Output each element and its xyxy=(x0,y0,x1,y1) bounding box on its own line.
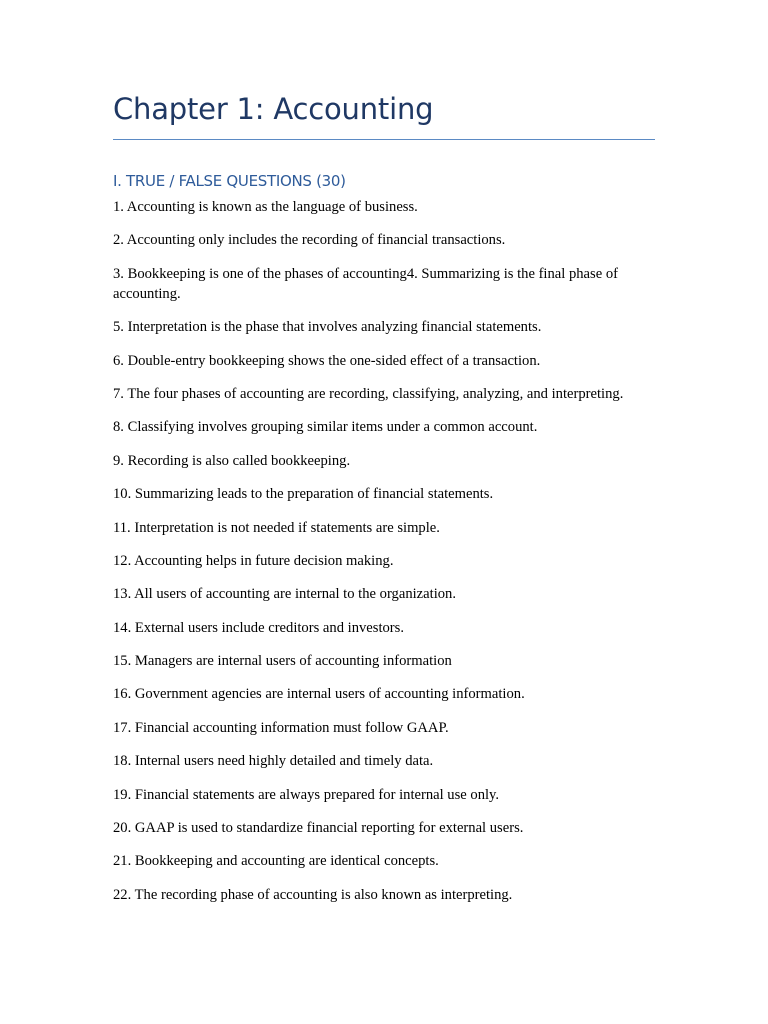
question-item: 10. Summarizing leads to the preparation of financial statements. xyxy=(113,486,494,503)
question-item: 6. Double-entry bookkeeping shows the one-sided effect of a transaction. xyxy=(113,352,541,369)
question-item: 19. Financial statements are always prepared for internal use only. xyxy=(113,786,500,803)
question-item: 13. All users of accounting are internal to the organization. xyxy=(113,586,456,603)
question-item: 12. Accounting helps in future decision making. xyxy=(113,552,394,569)
question-item: 21. Bookkeeping and accounting are identical concepts. xyxy=(113,853,439,870)
question-item: 22. The recording phase of accounting is also known as interpreting. xyxy=(113,886,513,903)
question-list xyxy=(113,197,655,918)
question-item: 15. Managers are internal users of accounting information xyxy=(113,653,452,670)
question-item: 3. Bookkeeping is one of the phases of accounting4. Summarizing is the final phase of accounting. xyxy=(113,265,618,302)
question-item: 16. Government agencies are internal users of accounting information. xyxy=(113,686,525,703)
question-item: 11. Interpretation is not needed if statements are simple. xyxy=(113,519,440,536)
question-item: 7. The four phases of accounting are recording, classifying, analyzing, and interpreting. xyxy=(113,385,624,402)
question-item: 14. External users include creditors and investors. xyxy=(113,619,404,636)
question-item: 5. Interpretation is the phase that involves analyzing financial statements. xyxy=(113,319,542,336)
question-item: 8. Classifying involves grouping similar items under a common account. xyxy=(113,419,538,436)
question-item: 18. Internal users need highly detailed and timely data. xyxy=(113,753,434,770)
question-item: 20. GAAP is used to standardize financial reporting for external users. xyxy=(113,820,524,837)
page-title: Chapter 1: Accounting xyxy=(113,92,434,126)
title-divider xyxy=(113,139,655,140)
section-heading: I. TRUE / FALSE QUESTIONS (30) xyxy=(113,172,346,190)
question-item: 9. Recording is also called bookkeeping. xyxy=(113,452,351,469)
question-item: 2. Accounting only includes the recording of financial transactions. xyxy=(113,232,506,249)
question-item: 1. Accounting is known as the language of business. xyxy=(113,199,418,215)
question-item: 17. Financial accounting information must follow GAAP. xyxy=(113,719,449,736)
